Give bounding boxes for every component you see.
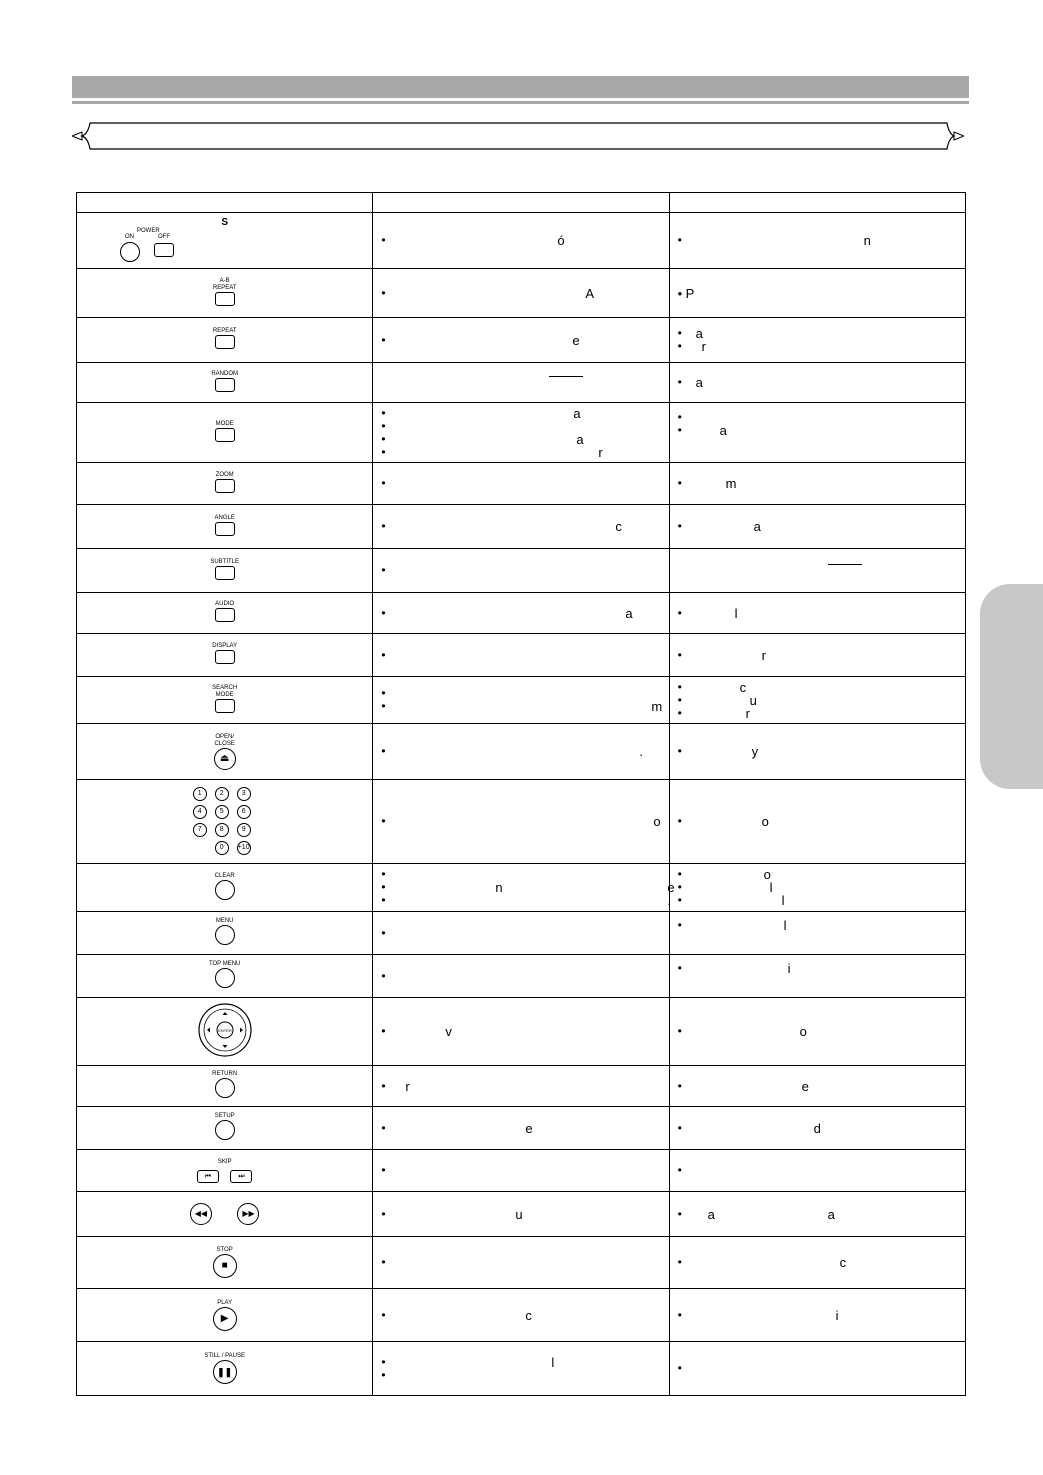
cell-text: • e	[572, 332, 580, 348]
cell-text: • r	[761, 647, 766, 663]
cell-text: • l	[551, 1354, 555, 1370]
ab-repeat-button[interactable]	[215, 292, 235, 306]
table-row	[77, 677, 966, 724]
header-button-col	[77, 193, 373, 213]
cursor-pad[interactable]	[197, 1002, 253, 1058]
number-key-0[interactable]: 0	[215, 841, 229, 855]
table-row	[77, 363, 966, 403]
table-row	[77, 955, 966, 998]
random-button[interactable]	[215, 378, 235, 392]
return-label: RETURN	[212, 1071, 238, 1077]
cell-text: • a	[625, 605, 633, 621]
still-pause-button-cell	[77, 1342, 373, 1396]
cell-text: • o	[799, 1024, 807, 1039]
zoom-button-cell	[77, 463, 373, 505]
cell-text: • a	[576, 431, 584, 447]
cell-text: • v	[445, 1024, 452, 1039]
skip-forward-icon[interactable]: ⏭	[230, 1170, 252, 1183]
number-key-5[interactable]: 5	[215, 805, 229, 819]
number-key-6[interactable]: 6	[237, 805, 251, 819]
zoom-button[interactable]	[215, 479, 235, 493]
pause-icon[interactable]: ❚❚	[213, 1360, 237, 1384]
cell-text: • o	[763, 867, 771, 882]
setup-label: SETUP	[214, 1113, 235, 1119]
header-col-2	[669, 193, 965, 213]
subtitle-button[interactable]	[215, 566, 235, 580]
table-row	[77, 724, 966, 780]
number-keypad	[190, 786, 260, 858]
cell-text: • d	[813, 1120, 821, 1136]
repeat-button-cell	[77, 318, 373, 363]
number-key-+10[interactable]: +10	[237, 841, 251, 855]
cell-text: • .	[639, 744, 643, 759]
play-button-cell	[77, 1289, 373, 1342]
cell-text: • n	[495, 880, 503, 895]
table-row	[77, 780, 966, 864]
cell-text: • a	[573, 405, 581, 421]
cell-text: • r	[701, 339, 706, 354]
angle-button-cell	[77, 505, 373, 549]
audio-label: AUDIO	[215, 601, 235, 607]
search-mode-button[interactable]	[215, 699, 235, 713]
cell-text: •	[677, 285, 683, 301]
table-row	[77, 1107, 966, 1150]
power-label: POWER	[137, 227, 160, 234]
cell-text: • ó	[557, 233, 565, 248]
table-row	[77, 593, 966, 634]
power-off-label: OFF	[158, 233, 170, 240]
repeat-label: REPEAT	[212, 328, 237, 334]
table-row	[77, 549, 966, 593]
display-label: DISPLAY	[212, 643, 238, 649]
clear-label: CLEAR	[214, 872, 235, 879]
subtitle-button-cell	[77, 549, 373, 593]
clear-button[interactable]	[215, 880, 235, 900]
cell-text: • o	[761, 814, 769, 829]
setup-button-cell	[77, 1107, 373, 1150]
table-row	[77, 1150, 966, 1192]
cell-text: • e	[801, 1078, 809, 1094]
table-row	[77, 1066, 966, 1107]
repeat-button[interactable]	[215, 335, 235, 349]
eject-icon[interactable]: ⏏	[214, 748, 236, 770]
cell-text: • m	[725, 476, 737, 491]
cell-text: • i	[835, 1307, 839, 1323]
ab-repeat-label: A-B REPEAT	[212, 277, 237, 291]
power-button-cell	[77, 213, 373, 269]
top-menu-button[interactable]	[215, 968, 235, 988]
number-key-3[interactable]: 3	[237, 787, 251, 801]
subtitle-label: SUBTITLE	[210, 558, 239, 565]
menu-label: MENU	[215, 918, 234, 924]
number-key-1[interactable]: 1	[193, 787, 207, 801]
display-button[interactable]	[215, 650, 235, 664]
number-key-2[interactable]: 2	[215, 787, 229, 801]
cell-text: • u	[749, 692, 757, 708]
table-row	[77, 998, 966, 1066]
cell-text: • c	[839, 1255, 847, 1270]
top-menu-label: TOP MENU	[208, 961, 241, 967]
cell-text: • a	[753, 519, 761, 534]
cell-text: • l	[769, 880, 773, 895]
table-header-row	[77, 193, 966, 213]
skip-back-icon[interactable]: ⏮	[197, 1170, 219, 1183]
number-key-4[interactable]: 4	[193, 805, 207, 819]
cell-text: • a	[707, 1206, 715, 1222]
clear-button-cell	[77, 864, 373, 912]
table-row	[77, 912, 966, 955]
table-row	[77, 1237, 966, 1289]
subsection-banner	[72, 120, 964, 152]
power-off-button[interactable]	[154, 243, 174, 257]
cell-text: • o	[653, 814, 661, 829]
skip-label: SKIP	[217, 1158, 232, 1165]
cell-text: • e	[525, 1120, 533, 1136]
cell-text: • l	[783, 918, 787, 933]
power-on-button[interactable]	[120, 242, 140, 262]
search-mode-label: SEARCH MODE	[212, 684, 238, 698]
power-s-label: S	[221, 216, 228, 228]
cell-text: • n	[863, 233, 871, 248]
menu-button[interactable]	[215, 925, 235, 945]
cell-text: • a	[719, 423, 727, 438]
enter-label: ENTER	[217, 1028, 232, 1033]
angle-label: ANGLE	[214, 514, 235, 521]
stop-icon[interactable]: ■	[213, 1254, 237, 1278]
cell-text: • y	[751, 744, 759, 759]
underline-mark	[549, 376, 583, 377]
search-mode-button-cell	[77, 677, 373, 724]
section-header-bar	[72, 76, 969, 98]
cell-text: • r	[405, 1078, 410, 1094]
table-row	[77, 634, 966, 677]
menu-button-cell	[77, 912, 373, 955]
stop-button-cell	[77, 1237, 373, 1289]
cell-text: • c	[615, 519, 622, 534]
mode-button[interactable]	[215, 428, 235, 442]
rewind-icon[interactable]: ◀◀	[190, 1203, 212, 1225]
cell-text: • a	[695, 375, 703, 390]
skip-buttons-cell	[77, 1150, 373, 1192]
table-row	[77, 864, 966, 912]
section-header-rule	[72, 101, 969, 104]
random-button-cell	[77, 363, 373, 403]
cell-text: • u	[515, 1206, 523, 1222]
table-row	[77, 213, 966, 269]
angle-button[interactable]	[215, 522, 235, 536]
cursor-pad-cell	[77, 998, 373, 1066]
table-row	[77, 269, 966, 318]
power-on-label: ON	[125, 233, 134, 240]
number-keys-cell	[77, 780, 373, 864]
ab-repeat-button-cell	[77, 269, 373, 318]
table-row	[77, 1192, 966, 1237]
play-icon[interactable]: ▶	[213, 1307, 237, 1331]
open-close-label: OPEN/ CLOSE	[214, 733, 235, 747]
table-row	[77, 505, 966, 549]
setup-button[interactable]	[215, 1120, 235, 1140]
top-menu-button-cell	[77, 955, 373, 998]
number-key-7[interactable]: 7	[193, 823, 207, 837]
cell-text: • l	[781, 893, 785, 908]
table-row	[77, 403, 966, 463]
cell-text: e	[667, 880, 675, 895]
still-pause-label: STILL / PAUSE	[204, 1353, 245, 1359]
return-button-cell	[77, 1066, 373, 1107]
fast-forward-icon[interactable]: ▶▶	[237, 1203, 259, 1225]
stop-label: STOP	[216, 1247, 233, 1253]
display-button-cell	[77, 634, 373, 677]
header-col-1	[373, 193, 669, 213]
underline-mark	[828, 564, 862, 565]
open-close-button-cell	[77, 724, 373, 780]
cell-text: • c	[739, 679, 747, 695]
table-row	[77, 318, 966, 363]
cell-text: P	[685, 285, 695, 301]
number-key-8[interactable]: 8	[215, 823, 229, 837]
remote-control-table	[76, 192, 966, 1396]
random-label: RANDOM	[211, 370, 238, 377]
table-row	[77, 463, 966, 505]
return-button[interactable]	[215, 1078, 235, 1098]
number-key-9[interactable]: 9	[237, 823, 251, 837]
cell-text: • l	[734, 605, 738, 621]
cell-text: • c	[525, 1307, 532, 1323]
cell-text: a	[827, 1206, 835, 1222]
audio-button[interactable]	[215, 608, 235, 622]
cell-text: • .	[667, 893, 671, 908]
side-tab	[980, 584, 1043, 789]
cell-text: • A	[585, 285, 594, 301]
mode-button-cell	[77, 403, 373, 463]
cell-text: • m	[651, 699, 663, 714]
table-row	[77, 1289, 966, 1342]
zoom-label: ZOOM	[215, 471, 234, 478]
play-label: PLAY	[217, 1299, 233, 1306]
cell-text: • r	[745, 705, 750, 721]
search-buttons-cell	[77, 1192, 373, 1237]
table-row	[77, 1342, 966, 1396]
audio-button-cell	[77, 593, 373, 634]
cell-text: • a	[695, 326, 703, 341]
cell-text: • i	[787, 961, 791, 976]
mode-label: MODE	[215, 420, 234, 427]
cell-text: • r	[598, 444, 603, 460]
